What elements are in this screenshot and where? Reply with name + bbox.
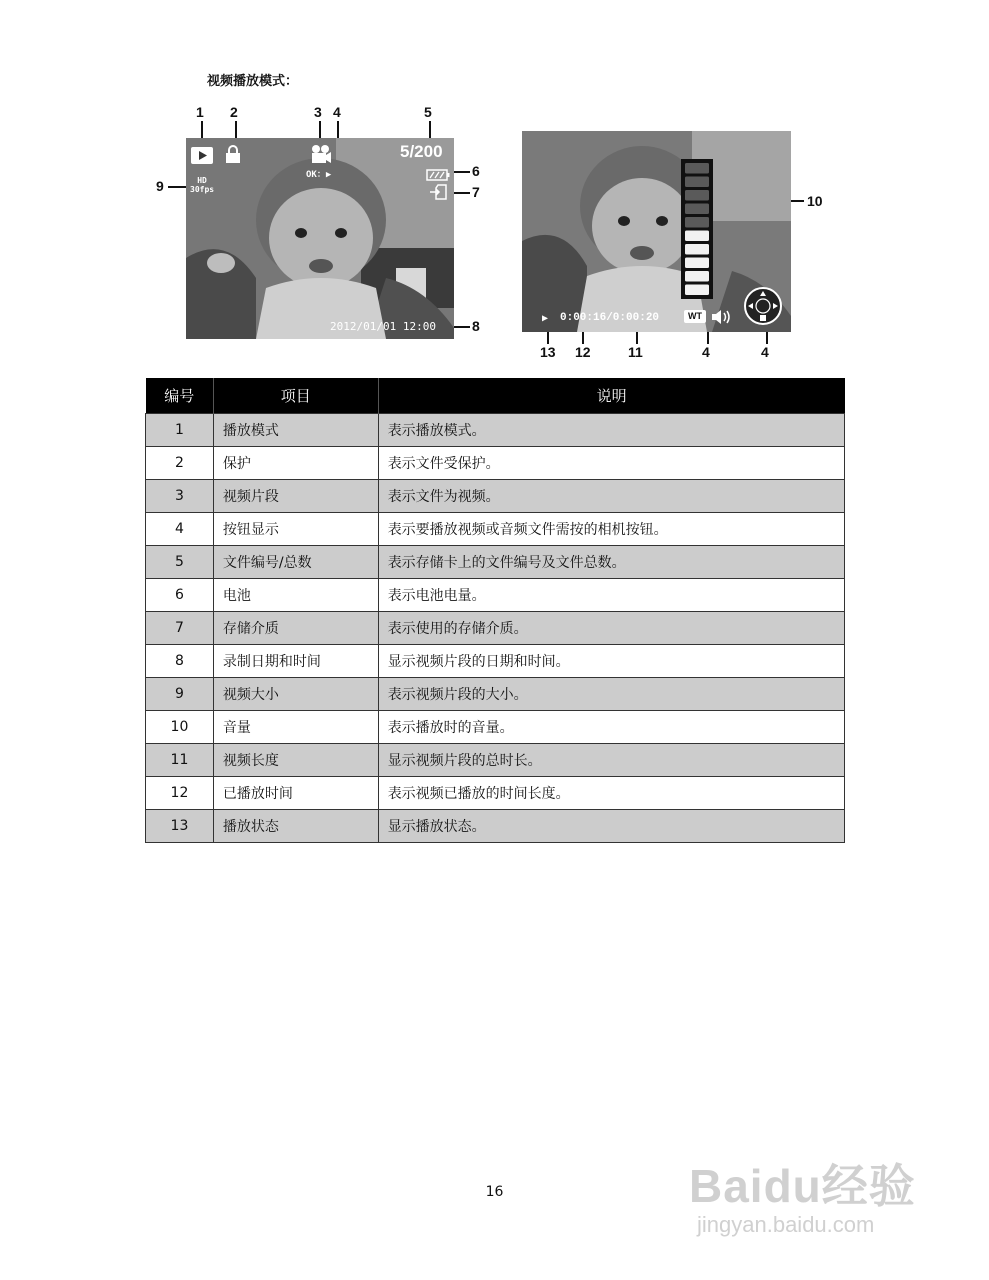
callout-1: 1 — [196, 104, 204, 120]
row-number-cell: 2 — [146, 447, 214, 480]
callout-4: 4 — [333, 104, 341, 120]
callout-9: 9 — [156, 178, 164, 194]
callout-7: 7 — [472, 184, 480, 200]
table-row — [146, 546, 845, 579]
ok-hint: OK：▶ — [306, 170, 332, 180]
playback-mode-icon — [191, 147, 213, 164]
row-number-cell: 4 — [146, 513, 214, 546]
row-description-cell: 表示播放模式。 — [378, 414, 844, 447]
row-number-cell: 1 — [146, 414, 214, 447]
row-number-cell: 3 — [146, 480, 214, 513]
row-number-cell: 6 — [146, 579, 214, 612]
row-description-cell: 表示使用的存储介质。 — [378, 612, 844, 645]
row-item-cell: 存储介质 — [213, 612, 378, 645]
table-row — [146, 447, 845, 480]
video-camera-icon — [310, 144, 332, 164]
volume-bar-filled — [685, 271, 709, 282]
watermark-main-text: Baidu经验 — [689, 1160, 916, 1212]
callout-11: 11 — [628, 344, 643, 360]
row-description-cell: 显示视频片段的总时长。 — [378, 744, 844, 777]
row-description-cell: 表示要播放视频或音频文件需按的相机按钮。 — [378, 513, 844, 546]
callout-5: 5 — [424, 104, 432, 120]
memory-card-icon — [430, 184, 448, 200]
baidu-watermark-logo — [689, 1140, 929, 1250]
row-item-cell: 保护 — [213, 447, 378, 480]
row-number-cell: 8 — [146, 645, 214, 678]
row-description-cell: 表示文件为视频。 — [378, 480, 844, 513]
row-item-cell: 视频长度 — [213, 744, 378, 777]
volume-meter — [681, 159, 713, 299]
header-number: 编号 — [146, 378, 214, 414]
callout-10: 10 — [807, 193, 823, 209]
row-item-cell: 播放状态 — [213, 810, 378, 843]
table-row — [146, 645, 845, 678]
header-description: 说明 — [378, 378, 844, 414]
row-item-cell: 已播放时间 — [213, 777, 378, 810]
row-item-cell: 视频大小 — [213, 678, 378, 711]
record-datetime: 2012/01/01 12:00 — [330, 320, 436, 333]
volume-bar-empty — [685, 217, 709, 228]
table-header-row — [146, 378, 845, 414]
speaker-icon — [710, 308, 732, 326]
battery-icon — [426, 166, 450, 178]
table-row — [146, 744, 845, 777]
row-number-cell: 5 — [146, 546, 214, 579]
watermark-sub-text: jingyan.baidu.com — [697, 1212, 875, 1237]
row-number-cell: 12 — [146, 777, 214, 810]
table-row — [146, 678, 845, 711]
lock-icon — [224, 145, 242, 164]
leader-line — [168, 186, 186, 188]
row-item-cell: 电池 — [213, 579, 378, 612]
row-description-cell: 表示视频已播放的时间长度。 — [378, 777, 844, 810]
table-row — [146, 777, 845, 810]
table-row — [146, 711, 845, 744]
table-row — [146, 810, 845, 843]
page-number: 16 — [485, 1184, 504, 1200]
volume-bar-filled — [685, 258, 709, 269]
table-row — [146, 480, 845, 513]
volume-bar-filled — [685, 244, 709, 255]
row-number-cell: 10 — [146, 711, 214, 744]
row-description-cell: 显示视频片段的日期和时间。 — [378, 645, 844, 678]
leader-line — [452, 192, 470, 194]
wt-zoom-badge: WT — [684, 310, 706, 323]
row-item-cell: 音量 — [213, 711, 378, 744]
row-item-cell: 录制日期和时间 — [213, 645, 378, 678]
row-item-cell: 视频片段 — [213, 480, 378, 513]
fps-label: 30fps — [190, 185, 215, 194]
volume-bars — [681, 159, 713, 299]
file-counter: 5/200 — [400, 142, 443, 161]
table-row — [146, 612, 845, 645]
row-item-cell: 播放模式 — [213, 414, 378, 447]
row-number-cell: 9 — [146, 678, 214, 711]
table-row — [146, 513, 845, 546]
row-description-cell: 表示播放时的音量。 — [378, 711, 844, 744]
row-number-cell: 11 — [146, 744, 214, 777]
volume-bar-empty — [685, 190, 709, 201]
leader-line — [452, 326, 470, 328]
callout-4c: 4 — [761, 344, 769, 360]
row-item-cell: 按钮显示 — [213, 513, 378, 546]
callout-8: 8 — [472, 318, 480, 334]
camera-screen-left — [186, 138, 454, 339]
row-description-cell: 表示文件受保护。 — [378, 447, 844, 480]
leader-line — [766, 332, 768, 344]
row-number-cell: 13 — [146, 810, 214, 843]
section-title: 视频播放模式： — [207, 74, 299, 89]
callout-13: 13 — [540, 344, 556, 360]
row-number-cell: 7 — [146, 612, 214, 645]
play-state-icon: ▶ — [542, 313, 549, 324]
volume-bar-filled — [685, 231, 709, 242]
callout-2: 2 — [230, 104, 238, 120]
leader-line — [452, 171, 470, 173]
navigation-dial-icon — [743, 286, 783, 326]
callout-3: 3 — [314, 104, 322, 120]
elapsed-total-time: 0:00:16/0:00:20 — [560, 312, 660, 324]
osd-description-table — [145, 378, 845, 843]
volume-bar-filled — [685, 285, 709, 296]
volume-bar-empty — [685, 163, 709, 174]
row-description-cell: 表示电池电量。 — [378, 579, 844, 612]
row-item-cell: 文件编号/总数 — [213, 546, 378, 579]
callout-4b: 4 — [702, 344, 710, 360]
hd-label: HD — [197, 176, 207, 185]
callout-6: 6 — [472, 163, 480, 179]
volume-bar-empty — [685, 204, 709, 215]
callout-12: 12 — [575, 344, 591, 360]
row-description-cell: 表示视频片段的大小。 — [378, 678, 844, 711]
volume-bar-empty — [685, 177, 709, 188]
header-item: 项目 — [213, 378, 378, 414]
row-description-cell: 表示存储卡上的文件编号及文件总数。 — [378, 546, 844, 579]
table-row — [146, 579, 845, 612]
camera-screen-right — [522, 131, 791, 332]
video-size-icon — [190, 176, 214, 194]
row-description-cell: 显示播放状态。 — [378, 810, 844, 843]
table-row — [146, 414, 845, 447]
